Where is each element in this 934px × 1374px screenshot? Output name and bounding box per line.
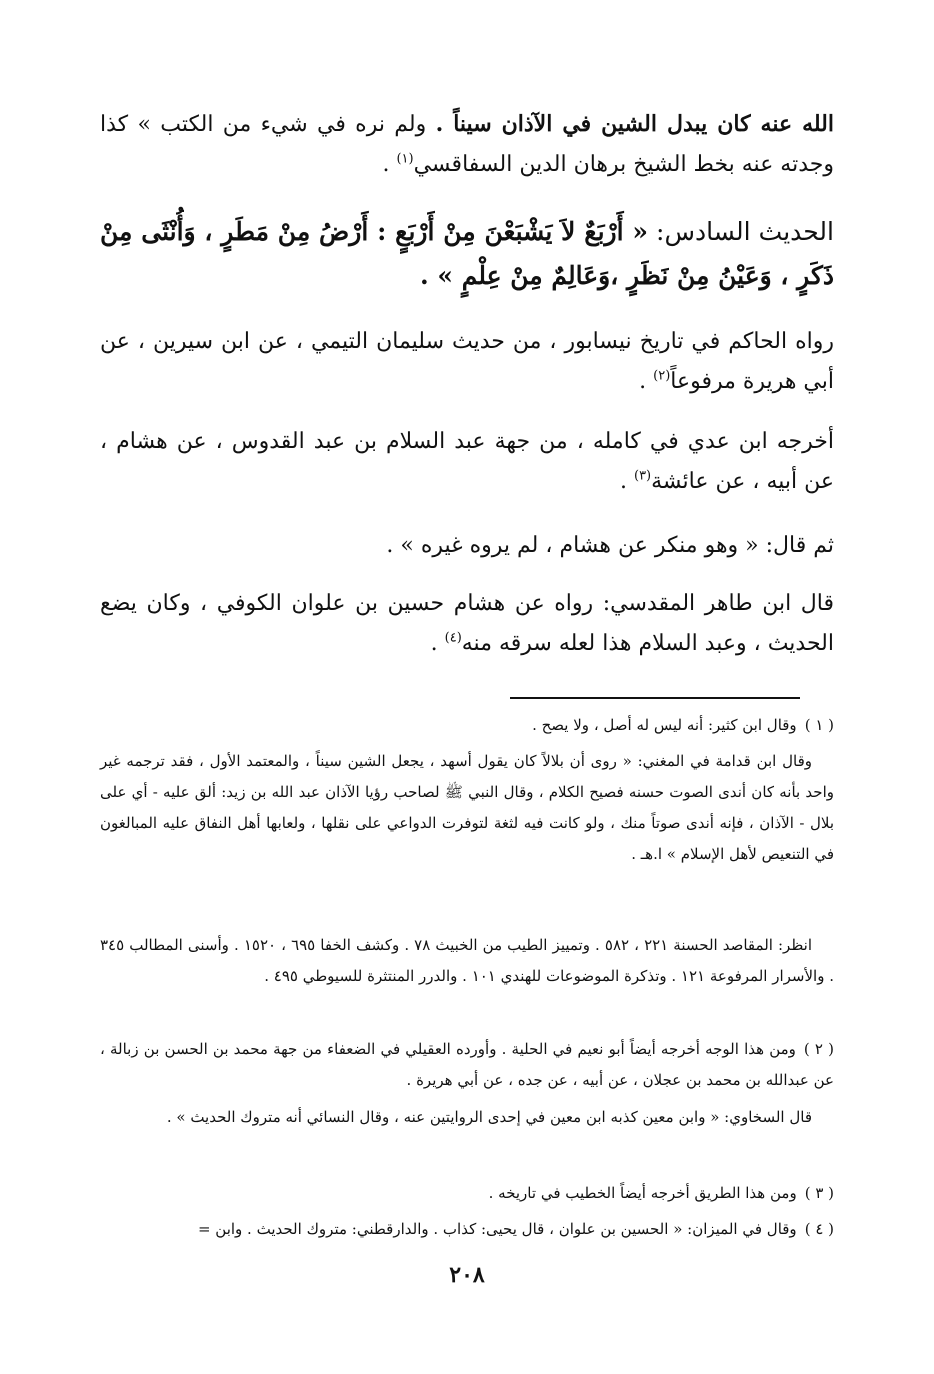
footnote-2-text: ومن هذا الوجه أخرجه أيضاً أبو نعيم في الحلية . وأورده العقيلي في الضعفاء من جهة محمد بن الحسن بن زبالة ، عن عبدالله بن محمد بن عجلان ، عن أبيه ، عن جده ، عن أبي هريرة . bbox=[100, 1040, 834, 1089]
footnote-2-quote: قال السخاوي: « وابن معين كذبه ابن معين في إحدى الروايتين عنه ، وقال النسائي أنه متروك الحديث » . bbox=[166, 1108, 812, 1126]
paragraph-3: رواه الحاكم في تاريخ نيسابور ، من حديث سليمان التيمي ، عن ابن سيرين ، عن أبي هريرة مرفوعاً$^{(٢)}$ . bbox=[100, 329, 834, 394]
footnote-4-text: وقال في الميزان: « الحسين بن علوان ، قال يحيى: كذاب . والدارقطني: متروك الحديث . وابن = bbox=[197, 1220, 797, 1238]
footnote-3-number: ( ٣ ) bbox=[804, 1184, 834, 1202]
paragraph-1: الله عنه كان يبدل الشين في الآذان سيناً . ولم نره في شيء من الكتب » كذا وجدته عنه بخط الشيخ برهان الدين السفاقسي$^{(١)}$ . bbox=[100, 111, 834, 177]
footnote-1-quote: وقال ابن قدامة في المغني: « روى أن بلالاً كان يقول أسهد ، يجعل الشين سيناً ، والمعتمد الأول ، فقد ترجمه غير واحد بأنه كان أندى الصوت حسنه فصيح الكلام ، وقال النبي ﷺ لصاحب رؤيا الآذان عبد الله بن زيد: ألق عليه - أي على بلال - الآذان ، فإنه أندى صوتاً منك ، ولو كانت فيه لثغة لتوفرت الدواعي على نقلها ، ولعابها أهل النفاق عليه المبالغون في التنعيص لأهل الإسلام » ا.هـ . bbox=[100, 752, 834, 863]
paragraph-hadith bbox=[100, 210, 834, 298]
paragraph-6-text: قال ابن طاهر المقدسي: رواه عن هشام حسين بن علوان الكوفي ، وكان يضع الحديث ، وعبد السلام هذا لعله سرقه منه bbox=[100, 591, 834, 656]
hadith-label: الحديث السادس: bbox=[647, 217, 834, 246]
footnote-3-line bbox=[100, 1178, 834, 1209]
footnote-ref-1: (١) bbox=[396, 151, 414, 167]
paragraph-6: قال ابن طاهر المقدسي: رواه عن هشام حسين بن علوان الكوفي ، وكان يضع الحديث ، وعبد السلام هذا لعله سرقه منه$^{(٤)}$ . bbox=[100, 591, 834, 656]
footnote-1-text: وقال ابن كثير: أنه ليس له أصل ، ولا يصح . bbox=[532, 716, 797, 734]
paragraph-3-text: رواه الحاكم في تاريخ نيسابور ، من حديث سليمان التيمي ، عن ابن سيرين ، عن أبي هريرة مرفوعاً bbox=[100, 329, 834, 394]
paragraph-1-bold: الله عنه كان يبدل الشين في الآذان سيناً . bbox=[435, 111, 834, 137]
footnote-4-number: ( ٤ ) bbox=[804, 1220, 834, 1238]
footnote-divider bbox=[510, 697, 800, 699]
paragraph-1-text: ولم نره في شيء من الكتب » كذا وجدته عنه بخط الشيخ برهان الدين السفاقسي bbox=[100, 112, 834, 177]
footnote-1-line bbox=[100, 710, 834, 741]
footnote-ref-3: (٣) bbox=[633, 468, 652, 484]
footnote-1-sources: انظر: المقاصد الحسنة ٢٢١ ، ٥٨٢ . وتمييز الطيب من الخبيث ٧٨ . وكشف الخفا ٦٩٥ ، ١٥٢٠ . وأسنى المطالب ٣٤٥ . والأسرار المرفوعة ١٢١ . وتذكرة الموضوعات للهندي ١٠١ . والدرر المنتثرة للسيوطي ٤٩٥ . bbox=[100, 936, 834, 985]
paragraph-5: ثم قال: « وهو منكر عن هشام ، لم يروه غيره » . bbox=[386, 533, 834, 558]
footnote-ref-4: (٤) bbox=[444, 630, 462, 646]
page-number: ٢٠٨ bbox=[449, 1262, 485, 1288]
paragraph-4: أخرجه ابن عدي في كامله ، من جهة عبد السلام بن عبد القدوس ، عن هشام ، عن أبيه ، عن عائشة$^{(٣)}$ . bbox=[100, 429, 834, 494]
footnote-2-line bbox=[100, 1034, 834, 1096]
footnote-1-number: ( ١ ) bbox=[804, 716, 834, 734]
footnote-2-number: ( ٢ ) bbox=[803, 1040, 834, 1058]
paragraph-4-text: أخرجه ابن عدي في كامله ، من جهة عبد السلام بن عبد القدوس ، عن هشام ، عن أبيه ، عن عائشة bbox=[100, 429, 834, 494]
footnote-ref-2: (٢) bbox=[653, 368, 671, 384]
footnote-4-line bbox=[100, 1214, 834, 1245]
hadith-text: « أَرْبَعٌ لاَ يَشْبَعْنَ مِنْ أَرْبَعٍ : أَرْضُ مِنْ مَطَرٍ ، وَأُنْثَى مِنْ ذَكَرٍ ، وَعَيْنُ مِنْ نَظَرٍ ،وَعَالِمٌ مِنْ عِلْمٍ » . bbox=[100, 217, 834, 290]
footnote-3-text: ومن هذا الطريق أخرجه أيضاً الخطيب في تاريخه . bbox=[488, 1184, 797, 1202]
